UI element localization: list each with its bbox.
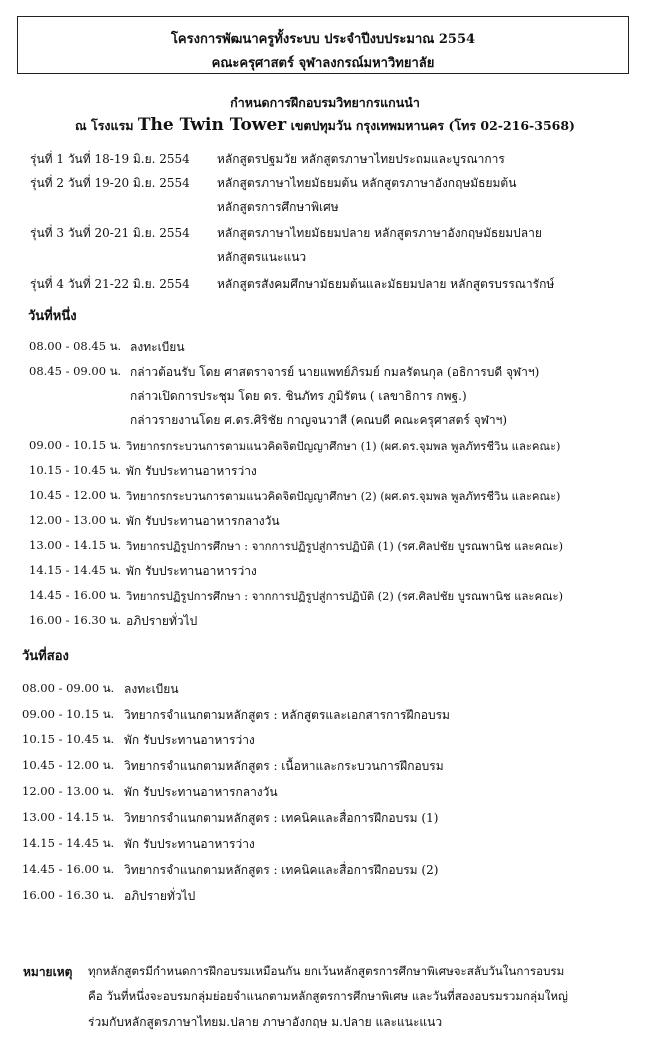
day2-time: 12.00 - 13.00 น. [22, 784, 115, 798]
day1-time: 08.45 - 09.00 น. [29, 364, 122, 378]
day2-time: 08.00 - 09.00 น. [22, 681, 115, 695]
day1-activity: วิทยากรกระบวนการตามแนวคิดจิตปัญญาศึกษา (2) (ผศ.ดร.จุมพล พูลภัทรชีวิน และคณะ) [126, 490, 561, 503]
day2-activity: วิทยากรจำแนกตามหลักสูตร : เทคนิคและสื่อการฝึกอบรม (2) [124, 863, 439, 877]
day1-time: 16.00 - 16.30 น. [29, 613, 122, 627]
day1-activity: ลงทะเบียน [130, 340, 185, 354]
project-title: โครงการพัฒนาครูทั้งระบบ ประจำปีงบประมาณ 2554 [170, 32, 476, 47]
cohort-1-course: หลักสูตรปฐมวัย หลักสูตรภาษาไทยประถมและบูรณาการ [217, 152, 505, 166]
venue-prefix: ณ โรงแรม [75, 118, 138, 133]
day1-time: 12.00 - 13.00 น. [29, 513, 122, 527]
cohort-4-course: หลักสูตรสังคมศึกษามัธยมต้นและมัธยมปลาย หลักสูตรบรรณารักษ์ [217, 277, 555, 291]
day1-time: 10.45 - 12.00 น. [29, 488, 122, 502]
cohort-3-course: หลักสูตรแนะแนว [217, 250, 307, 264]
day1-activity: พัก รับประทานอาหารกลางวัน [126, 514, 280, 528]
day2-activity: พัก รับประทานอาหารกลางวัน [124, 785, 278, 799]
day2-time: 16.00 - 16.30 น. [22, 888, 115, 902]
cohort-2-course: หลักสูตรการศึกษาพิเศษ [217, 200, 339, 214]
day2-activity: วิทยากรจำแนกตามหลักสูตร : เนื้อหาและกระบวนการฝึกอบรม [124, 759, 444, 773]
day2-time: 14.45 - 16.00 น. [22, 862, 115, 876]
cohort-2-course: หลักสูตรภาษาไทยมัธยมต้น หลักสูตรภาษาอังกฤษมัธยมต้น [217, 176, 517, 190]
day1-time: 10.15 - 10.45 น. [29, 463, 122, 477]
header-box [17, 16, 629, 74]
day1-activity: พัก รับประทานอาหารว่าง [126, 464, 257, 478]
day1-activity: อภิปรายทั่วไป [126, 614, 198, 628]
note-text: ทุกหลักสูตรมีกำหนดการฝึกอบรมเหมือนกัน ยกเว้นหลักสูตรการศึกษาพิเศษจะสลับวันในการอบรม [88, 964, 565, 978]
day1-time: 09.00 - 10.15 น. [29, 438, 122, 452]
cohort-1-label: รุ่นที่ 1 วันที่ 18-19 มิ.ย. 2554 [30, 152, 190, 166]
day1-activity: วิทยากรกระบวนการตามแนวคิดจิตปัญญาศึกษา (1) (ผศ.ดร.จุมพล พูลภัทรชีวิน และคณะ) [126, 440, 561, 453]
note-label: หมายเหตุ [23, 965, 73, 979]
schedule-title: กำหนดการฝึกอบรมวิทยากรแกนนำ [230, 95, 420, 110]
cohort-3-course: หลักสูตรภาษาไทยมัธยมปลาย หลักสูตรภาษาอังกฤษมัธยมปลาย [217, 226, 542, 240]
day1-time: 08.00 - 08.45 น. [29, 339, 122, 353]
day2-time: 13.00 - 14.15 น. [22, 810, 115, 824]
hotel-name: The Twin Tower [137, 115, 287, 135]
day2-activity: พัก รับประทานอาหารว่าง [124, 733, 255, 747]
day1-time: 14.45 - 16.00 น. [29, 588, 122, 602]
day1-time: 14.15 - 14.45 น. [29, 563, 122, 577]
faculty-name: คณะครุศาสตร์ จุฬาลงกรณ์มหาวิทยาลัย [211, 56, 435, 71]
day1-activity: กล่าวรายงานโดย ศ.ดร.ศิริชัย กาญจนวาสี (คณบดี คณะครุศาสตร์ จุฬาฯ) [130, 413, 508, 427]
venue-suffix: เขตปทุมวัน กรุงเทพมหานคร (โทร 02-216-3568) [286, 118, 575, 133]
day1-heading: วันที่หนึ่ง [28, 309, 77, 324]
day2-activity: วิทยากรจำแนกตามหลักสูตร : เทคนิคและสื่อการฝึกอบรม (1) [124, 811, 439, 825]
day1-activity: พัก รับประทานอาหารว่าง [126, 564, 257, 578]
day1-time: 13.00 - 14.15 น. [29, 538, 122, 552]
day2-heading: วันที่สอง [22, 649, 69, 664]
cohort-4-label: รุ่นที่ 4 วันที่ 21-22 มิ.ย. 2554 [30, 277, 190, 291]
day2-time: 14.15 - 14.45 น. [22, 836, 115, 850]
day1-activity: วิทยากรปฏิรูปการศึกษา : จากการปฏิรูปสู่การปฏิบัติ (2) (รศ.ศิลปชัย บูรณพานิช และคณะ) [126, 590, 563, 603]
day2-activity: ลงทะเบียน [124, 682, 179, 696]
day2-time: 10.45 - 12.00 น. [22, 758, 115, 772]
note-text: ร่วมกับหลักสูตรภาษาไทยม.ปลาย ภาษาอังกฤษ ม.ปลาย และแนะแนว [88, 1015, 443, 1029]
cohort-2-label: รุ่นที่ 2 วันที่ 19-20 มิ.ย. 2554 [30, 176, 190, 190]
day2-activity: พัก รับประทานอาหารว่าง [124, 837, 255, 851]
day2-activity: วิทยากรจำแนกตามหลักสูตร : หลักสูตรและเอกสารการฝึกอบรม [124, 708, 450, 722]
day1-activity: วิทยากรปฏิรูปการศึกษา : จากการปฏิรูปสู่การปฏิบัติ (1) (รศ.ศิลปชัย บูรณพานิช และคณะ) [126, 540, 563, 553]
day2-time: 09.00 - 10.15 น. [22, 707, 115, 721]
day1-activity: กล่าวต้อนรับ โดย ศาสตราจารย์ นายแพทย์ภิรมย์ กมลรัตนกุล (อธิการบดี จุฬาฯ) [130, 365, 540, 379]
day1-activity: กล่าวเปิดการประชุม โดย ดร. ชินภัทร ภูมิรัตน ( เลขาธิการ กพฐ.) [130, 389, 467, 403]
day2-time: 10.15 - 10.45 น. [22, 732, 115, 746]
day2-activity: อภิปรายทั่วไป [124, 889, 196, 903]
cohort-3-label: รุ่นที่ 3 วันที่ 20-21 มิ.ย. 2554 [30, 226, 190, 240]
note-text: คือ วันที่หนึ่งจะอบรมกลุ่มย่อยจำแนกตามหลักสูตรการศึกษาพิเศษ และวันที่สองอบรมรวมกลุ่มใหญ่ [88, 989, 568, 1003]
venue-line [0, 115, 650, 136]
